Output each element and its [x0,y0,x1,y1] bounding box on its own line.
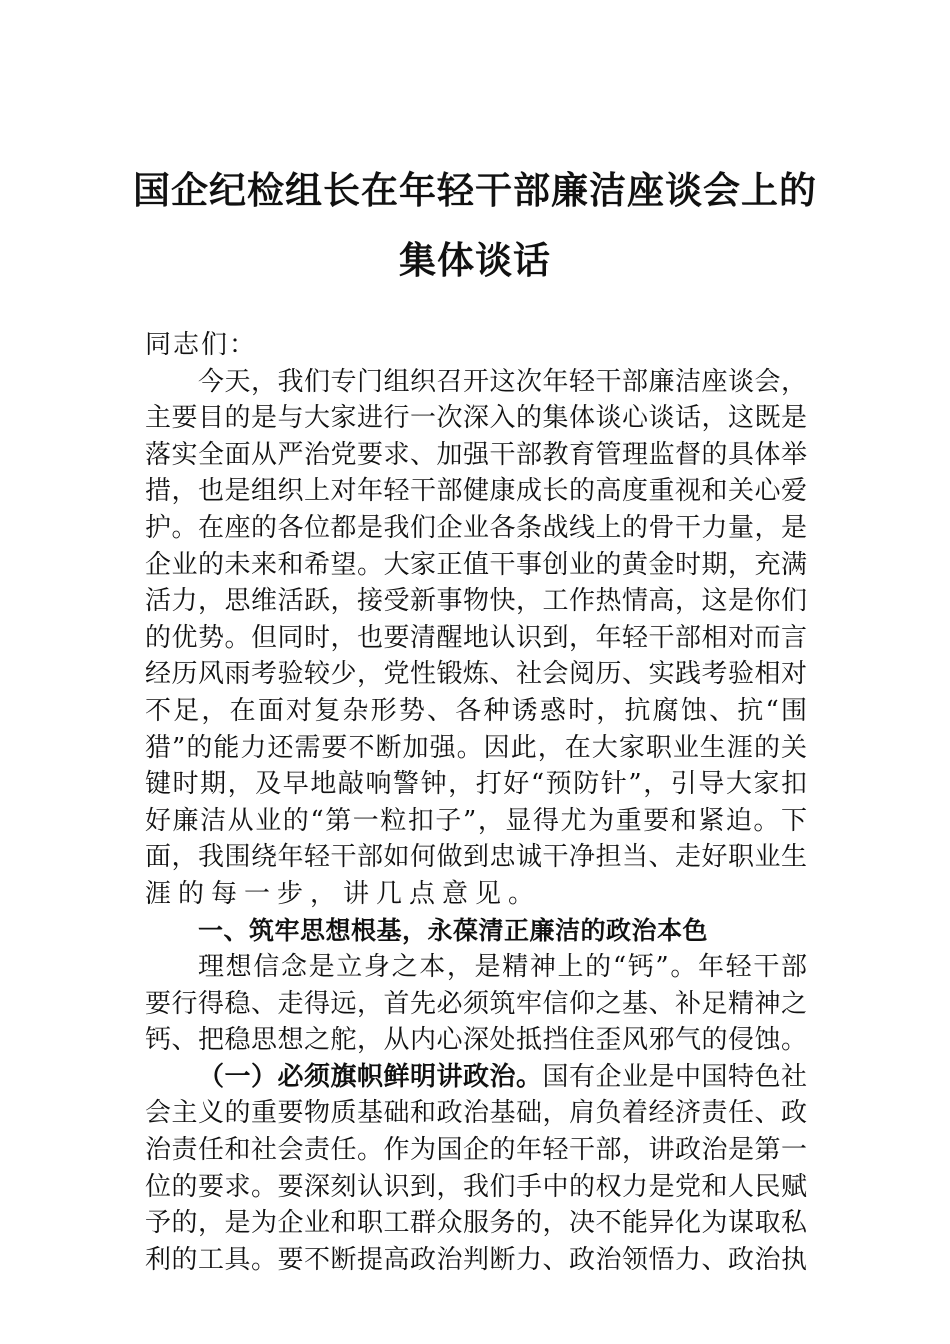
document-body [145,327,807,1278]
paragraph-line: 面，我围绕年轻干部如何做到忠诚干净担当、走好职业生 [145,842,807,873]
paragraph-line: 今天，我们专门组织召开这次年轻干部廉洁座谈会， [198,366,807,397]
paragraph-line: 会主义的重要物质基础和政治基础，肩负着经济责任、政 [145,1098,807,1129]
paragraph-line: 落实全面从严治党要求、加强干部教育管理监督的具体举 [145,439,807,470]
paragraph-line: 理想信念是立身之本，是精神上的“钙”。年轻干部 [198,952,807,983]
paragraph-line: 好廉洁从业的“第一粒扣子”，显得尤为重要和紧迫。下 [145,805,807,836]
paragraph-line: 主要目的是与大家进行一次深入的集体谈心谈话，这既是 [145,403,807,434]
paragraph-line: 企业的未来和希望。大家正值干事创业的黄金时期，充满 [145,549,807,580]
paragraph-line: 键时期，及早地敲响警钟，打好“预防针”，引导大家扣 [145,769,807,800]
paragraph-text: 国有企业是中国特色社 [542,1061,807,1092]
paragraph-line: 钙、把稳思想之舵，从内心深处抵挡住歪风邪气的侵蚀。 [145,1025,807,1056]
paragraph-line: 治责任和社会责任。作为国企的年轻干部，讲政治是第一 [145,1135,807,1166]
paragraph-line: 的优势。但同时，也要清醒地认识到，年轻干部相对而言 [145,622,807,653]
paragraph-line: 活力，思维活跃，接受新事物快，工作热情高，这是你们 [145,586,807,617]
paragraph-section-1-intro [145,949,807,1059]
paragraph-intro [145,364,807,913]
paragraph-line: 利的工具。要不断提高政治判断力、政治领悟力、政治执 [145,1244,807,1275]
paragraph-subsection-1 [145,1095,807,1278]
paragraph-line: 要行得稳、走得远，首先必须筑牢信仰之基、补足精神之 [145,988,807,1019]
document-title-line-1: 国企纪检组长在年轻干部廉洁座谈会上的 [133,168,817,212]
paragraph-line: 予的，是为企业和职工群众服务的，决不能异化为谋取私 [145,1208,807,1239]
document-title-line-2: 集体谈话 [399,238,551,282]
salutation: 同志们： [145,330,258,360]
paragraph-line: 经历风雨考验较少，党性锻炼、社会阅历、实践考验相对 [145,659,807,690]
paragraph-line: 护。在座的各位都是我们企业各条战线上的骨干力量，是 [145,512,807,543]
subheading-1: （一）必须旗帜鲜明讲政治。 [198,1061,543,1092]
paragraph-line: 位的要求。要深刻认识到，我们手中的权力是党和人民赋 [145,1171,807,1202]
paragraph-line [145,1059,807,1096]
paragraph-line: 不足，在面对复杂形势、各种诱惑时，抗腐蚀、抗“围 [145,695,807,726]
paragraph-line: 涯的每一步，讲几点意见。 [145,878,542,909]
paragraph-line: 猎”的能力还需要不断加强。因此，在大家职业生涯的关 [145,732,807,763]
section-heading-1: 一、筑牢思想根基，永葆清正廉洁的政治本色 [198,915,709,945]
paragraph-line: 措，也是组织上对年轻干部健康成长的高度重视和关心爱 [145,476,807,507]
